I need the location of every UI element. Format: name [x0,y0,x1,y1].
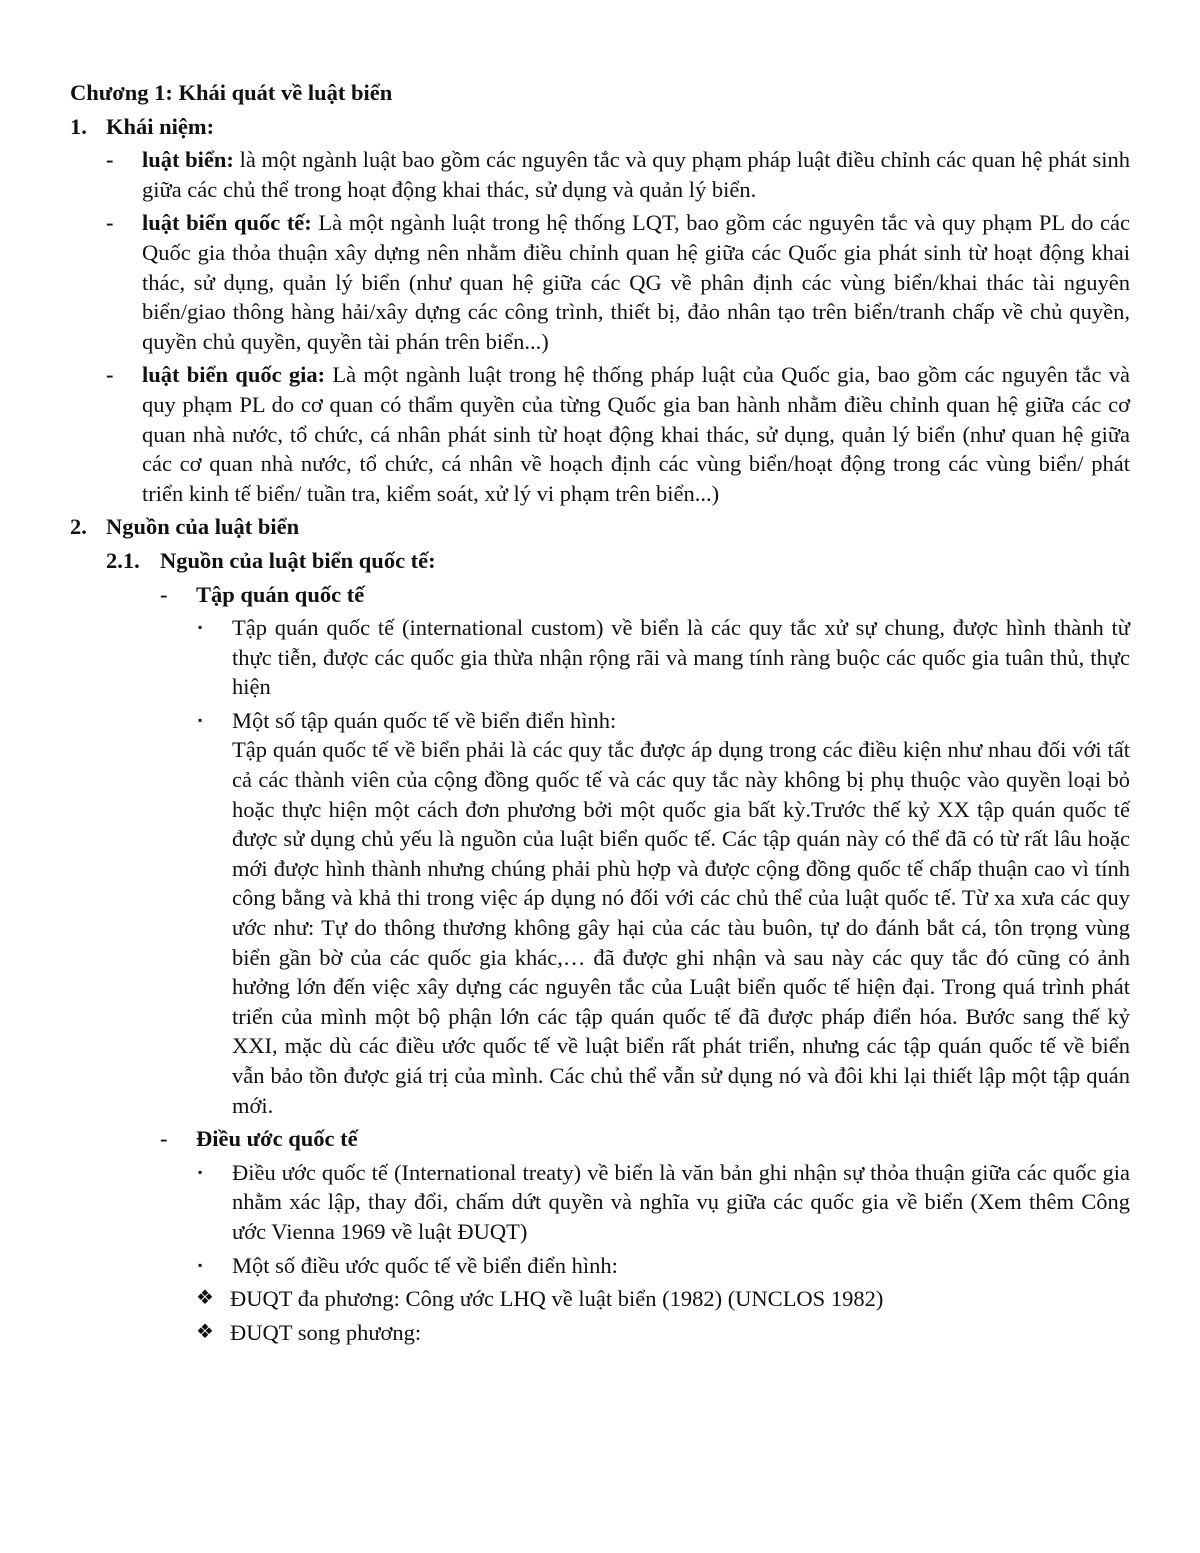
sub-bullet-item [196,1284,1130,1314]
bullet-text: Điều ước quốc tế (International treaty) về biển là văn bản ghi nhận sự thỏa thuận giữa các quốc gia nhằm xác lập, thay đổi, chấm dứt quyền và nghĩa vụ giữa các quốc gia về biển (Xem thêm Công ước Vienna 1969 về luật ĐUQT) [232,1159,1130,1244]
group-title: Tập quán quốc tế [196,581,365,607]
definition-body: là một ngành luật bao gồm các nguyên tắc và quy phạm pháp luật điều chỉnh các quan hệ phát sinh giữa các chủ thể trong hoạt động khai thác, sử dụng và quản lý biển. [142,147,1131,202]
subsection-number: 2.1. [106,547,140,573]
bullet-item [196,706,1130,1120]
bullet-block [232,706,1130,1120]
group-title: Điều ước quốc tế [196,1126,358,1152]
square-bullet-icon: ▪ [198,1164,203,1179]
chapter-title: Chương 1: Khái quát về luật biển [70,80,393,105]
bullet-item [196,1158,1130,1247]
dash-marker: - [106,210,114,236]
dash-marker: - [106,147,114,173]
bullet-item [196,1251,1130,1281]
definition-body: Là một ngành luật trong hệ thống LQT, bao gồm các nguyên tắc và quy phạm PL do các Quốc gia thỏa thuận xây dựng nên nhằm điều chỉnh quan hệ giữa các Quốc gia phát sinh từ hoạt động khai thác, sử dụng, quản lý biển (như quan hệ giữa các QG về phân định các vùng biển/khai thác tài nguyên biển/giao thông hàng hải/xây dựng các công trình, thiết bị, đảo nhân tạo trên biển/tranh chấp về chủ quyền, quyền chủ quyền, quyền tài phán trên biển...) [142,210,1130,354]
definition-body: Là một ngành luật trong hệ thống pháp luật của Quốc gia, bao gồm các nguyên tắc và quy phạm PL do cơ quan có thẩm quyền của từng Quốc gia ban hành nhằm điều chỉnh quan hệ giữa các cơ quan nhà nước, tổ chức, cá nhân phát sinh từ hoạt động khai thác, sử dụng, quản lý biển (như quan hệ giữa các cơ quan nhà nước, tổ chức, cá nhân về hoạch định các vùng biển/hoạt động trong các vùng biển/ phát triển kinh tế biển/ tuần tra, kiểm soát, xử lý vi phạm trên biển...) [142,362,1130,506]
definition-item [106,208,1130,356]
definition-text [142,360,1130,508]
definition-text [142,145,1130,204]
dash-marker: - [160,1126,168,1152]
sub-bullet-text: ĐUQT song phương: [230,1319,422,1345]
definition-item [106,360,1130,508]
definition-term: luật biển quốc tế: [142,210,312,236]
diamond-bullet-icon: ❖ [196,1287,214,1310]
section-number: 1. [70,113,87,139]
group-heading-custom [160,580,1130,610]
dash-marker: - [160,581,168,607]
bullet-paragraph: Tập quán quốc tế về biển phải là các quy tắc được áp dụng trong các điều kiện như nhau đối với tất cả các thành viên của cộng đồng quốc tế và các quy tắc này không bị phụ thuộc vào quyền loại bỏ hoặc thực hiện một cách đơn phương bởi một quốc gia bất kỳ.Trước thế kỷ XX tập quán quốc tế được sử dụng chủ yếu là nguồn của luật biển quốc tế. Các tập quán này có thể đã có từ rất lâu hoặc mới được hình thành nhưng chúng phải phù hợp và được cộng đồng quốc tế chấp thuận cao vì tính công bằng và khả thi trong việc áp dụng nó đối với các chủ thể của luật quốc tế. Từ xa xưa các quy ước như: Tự do thông thương không gây hại của các tàu buôn, tự do đánh bắt cá, tôn trọng vùng biển gần bờ của các quốc gia khác,… đã được ghi nhận và sau này các quy tắc đó cũng có ảnh hưởng lớn đến việc xây dựng các nguyên tắc của Luật biển quốc tế hiện đại. Trong quá trình phát triển của mình một bộ phận lớn các tập quán quốc tế đã được pháp điển hóa. Bước sang thế kỷ XXI, mặc dù các điều ước quốc tế về luật biển rất phát triển, nhưng các tập quán quốc tế về biển vẫn bảo tồn được giá trị của mình. Các chủ thể vẫn sử dụng nó và đôi khi lại thiết lập một tập quán mới. [232,737,1130,1118]
section-2-heading [70,512,1130,542]
square-bullet-icon: ▪ [198,1257,203,1272]
definition-item [106,145,1130,204]
sub-bullet-item [196,1318,1130,1348]
group-heading-treaty [160,1124,1130,1154]
square-bullet-icon: ▪ [198,712,203,727]
bullet-text: Một số tập quán quốc tế về biển điển hình: [232,707,617,733]
subsection-title: Nguồn của luật biển quốc tế: [160,547,436,573]
bullet-item [196,613,1130,702]
definition-term: luật biển: [142,147,234,173]
bullet-text: Một số điều ước quốc tế về biển điển hình: [232,1252,618,1278]
square-bullet-icon: ▪ [198,620,203,635]
section-number: 2. [70,514,87,540]
diamond-bullet-icon: ❖ [196,1320,214,1343]
section-title: Nguồn của luật biển [106,514,300,540]
definition-text [142,208,1130,356]
section-1-heading [70,112,1130,142]
section-title: Khái niệm: [106,113,215,139]
sub-bullet-text: ĐUQT đa phương: Công ước LHQ về luật biển (1982) (UNCLOS 1982) [230,1286,884,1312]
subsection-2-1-heading [106,546,1130,576]
dash-marker: - [106,362,114,388]
bullet-text: Tập quán quốc tế (international custom) về biển là các quy tắc xử sự chung, được hình thành từ thực tiễn, được các quốc gia thừa nhận rộng rãi và mang tính ràng buộc các quốc gia tuân thủ, thực hiện [232,615,1130,700]
definition-term: luật biển quốc gia: [142,362,326,388]
